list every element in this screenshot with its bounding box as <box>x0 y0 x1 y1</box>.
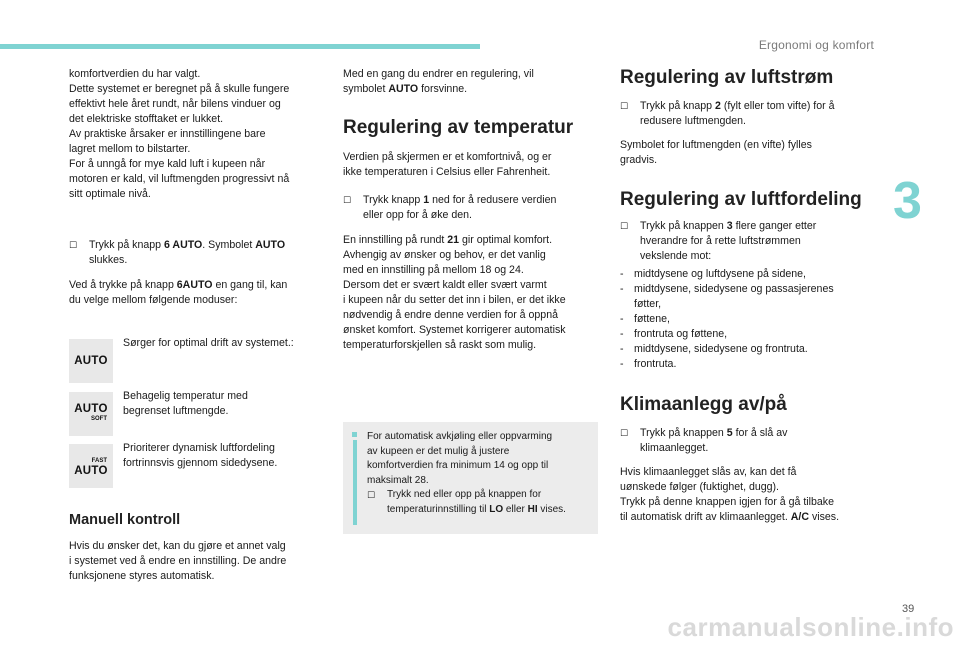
icon-label: AUTO <box>74 355 108 367</box>
auto-soft-mode-icon <box>69 392 113 436</box>
ac-title: Klimaanlegg av/på <box>620 394 787 415</box>
text-span: Hvis klimaanlegget slås av, kan det få uønskede følger (fuktighet, dugg). Trykk på denne knappen igjen for å gå tilbake til automatisk drift av klimaanlegget. <box>620 466 834 523</box>
ac-symbol: A/C <box>790 511 810 523</box>
mode-auto-fast <box>69 441 313 488</box>
dash-icon: - <box>620 343 624 355</box>
key-3: 3 <box>726 220 733 232</box>
dash-icon: - <box>620 328 624 340</box>
checkbox-bullet-icon: ☐ <box>620 101 629 111</box>
key-6-auto: 6 AUTO <box>163 239 203 251</box>
setting-paragraph <box>343 233 603 353</box>
header-accent-bar <box>0 44 480 49</box>
temperature-instruction <box>343 193 603 223</box>
text-span: en gang til, kan du velge mellom følgende moduser: <box>69 279 288 306</box>
text-span: vises. <box>537 503 566 515</box>
text-span: Ved å trykke på knapp <box>69 279 177 291</box>
auto-disappear-paragraph <box>343 67 603 97</box>
info-instruction <box>367 488 588 517</box>
text-span: En innstilling på rundt <box>343 234 448 246</box>
ac-instruction <box>620 426 870 456</box>
info-text: For automatisk avkjøling eller oppvarming av kupeen er det mulig å justere komfortverdien fra minimum 14 og opp til maksimalt 28. <box>367 431 553 486</box>
list-item-text: frontruta og føttene, <box>634 328 728 340</box>
temperature-instruction-text <box>363 193 556 223</box>
key-2: 2 <box>714 100 721 112</box>
section-title: Ergonomi og komfort <box>758 38 874 52</box>
text-span: Trykk på knappen <box>640 220 727 232</box>
text-span: gir optimal komfort. Avhengig av ønsker og behov, er det vanlig med en innstilling på mellom 18 og 24. Dersom det er svært kaldt eller svært varmt i kupeen når du setter det inn i bilen, er det ikke nødvendig å endre denne verdien for å oppnå ønsket komfort. Systemet korrigerer automatisk temperaturforskjellen så raskt som mulig. <box>343 234 566 351</box>
list-item <box>620 342 870 357</box>
info-bar-icon <box>351 432 358 528</box>
temperature-title: Regulering av temperatur <box>343 117 574 138</box>
text-span: for å slå av klimaanlegget. <box>640 427 788 454</box>
info-box <box>343 422 598 534</box>
distribution-instruction <box>620 219 870 264</box>
hi-label: HI <box>527 503 538 515</box>
list-item-text: midtdysene, sidedysene og frontruta. <box>634 343 808 355</box>
page-number: 39 <box>902 603 915 615</box>
dash-icon: - <box>620 268 624 280</box>
checkbox-bullet-icon: ☐ <box>620 221 629 231</box>
text-span: ned for å redusere verdien eller opp for å øke den. <box>363 194 557 221</box>
list-item <box>620 282 870 312</box>
watermark: carmanualsonline.info <box>667 612 954 642</box>
manual-paragraph: Hvis du ønsker det, kan du gjøre et annet valg i systemet ved å endre en innstilling. De andre funksjonene styres automatisk. <box>69 540 287 582</box>
text-span: Med en gang du endrer en regulering, vil symbolet <box>343 68 534 95</box>
dash-icon: - <box>620 358 624 370</box>
auto-symbol: AUTO <box>255 239 286 251</box>
ac-instruction-text <box>640 426 787 456</box>
checkbox-bullet-icon: ☐ <box>343 195 352 205</box>
airflow-instruction <box>620 99 870 129</box>
icon-label: AUTO <box>74 403 108 415</box>
text-span: slukkes. <box>89 254 128 266</box>
column-1 <box>69 67 325 308</box>
key-6auto: 6AUTO <box>176 279 213 291</box>
column-2 <box>343 67 603 353</box>
auto-off-instruction <box>69 238 325 268</box>
column-3 <box>620 67 870 525</box>
airflow-instruction-text <box>640 99 835 129</box>
mode-auto <box>69 336 313 383</box>
mode-description: Sørger for optimal drift av systemet.: <box>123 337 294 349</box>
manual-section <box>69 511 325 584</box>
auto-symbol: AUTO <box>388 83 419 95</box>
text-span: . Symbolet <box>202 239 256 251</box>
value-21: 21 <box>447 234 460 246</box>
mode-description: Behagelig temperatur med begrenset luftmengde. <box>123 390 248 417</box>
text-span: Trykk ned eller opp på knappen for temperaturinnstilling til <box>387 489 542 515</box>
distribution-list <box>620 267 870 372</box>
text-span: forsvinne. <box>418 83 468 95</box>
airflow-paragraph: Symbolet for luftmengden (en vifte) fylles gradvis. <box>620 139 812 166</box>
auto-off-text <box>89 238 285 268</box>
list-item <box>620 312 870 327</box>
text-span: flere ganger etter hverandre for å rette luftstrømmen vekslende mot: <box>640 220 817 262</box>
checkbox-bullet-icon: ☐ <box>367 490 376 500</box>
text-span: Trykk på knapp <box>640 100 715 112</box>
temperature-paragraph: Verdien på skjermen er et komfortnivå, og er ikke temperaturen i Celsius eller Fahrenheit. <box>343 151 552 178</box>
dash-icon: - <box>620 313 624 325</box>
info-instruction-text <box>387 488 566 517</box>
list-item-text: føttene, <box>634 313 670 325</box>
intro-paragraph: komfortverdien du har valgt. Dette systemet er beregnet på å skulle fungere effektivt hele året rundt, når bilens vinduer og det elektriske stofftaket er lukket. Av praktiske årsaker er innstillingene bare lagret mellom to bilstarter. For å unngå for mye kald luft i kupeen når motoren er kald, vil luftmengden progressivt nå sitt optimale nivå. <box>69 68 290 200</box>
key-5: 5 <box>726 427 733 439</box>
list-item <box>620 267 870 282</box>
airflow-title: Regulering av luftstrøm <box>620 67 834 88</box>
icon-sublabel: SOFT <box>91 416 107 422</box>
text-span: eller <box>503 503 528 515</box>
mode-description: Prioriterer dynamisk luftfordeling fortrinnsvis gjennom sidedysene. <box>123 442 278 469</box>
chapter-number: 3 <box>893 172 922 230</box>
icon-sublabel: FAST <box>91 458 107 464</box>
icon-label: AUTO <box>74 465 108 477</box>
lo-label: LO <box>489 503 504 515</box>
distribution-title: Regulering av luftfordeling <box>620 189 862 210</box>
ac-paragraph <box>620 465 870 525</box>
list-item-text: midtdysene, sidedysene og passasjerenes føtter, <box>634 283 834 310</box>
text-span: vises. <box>809 511 840 523</box>
list-item-text: frontruta. <box>634 358 677 370</box>
mode-auto-soft <box>69 389 313 436</box>
list-item <box>620 357 870 372</box>
list-item-text: midtdysene og luftdysene på sidene, <box>634 268 806 280</box>
key-1: 1 <box>423 194 430 206</box>
distribution-instruction-text <box>640 219 816 264</box>
manual-title: Manuell kontroll <box>69 512 181 528</box>
auto-mode-icon <box>69 339 113 383</box>
press-again-paragraph <box>69 278 325 308</box>
checkbox-bullet-icon: ☐ <box>69 240 78 250</box>
text-span: (fylt eller tom vifte) for å redusere luftmengden. <box>640 100 835 127</box>
list-item <box>620 327 870 342</box>
checkbox-bullet-icon: ☐ <box>620 428 629 438</box>
dash-icon: - <box>620 283 624 295</box>
text-span: Trykk på knapp <box>89 239 164 251</box>
text-span: Trykk knapp <box>363 194 424 206</box>
text-span: Trykk på knappen <box>640 427 727 439</box>
auto-fast-mode-icon <box>69 444 113 488</box>
